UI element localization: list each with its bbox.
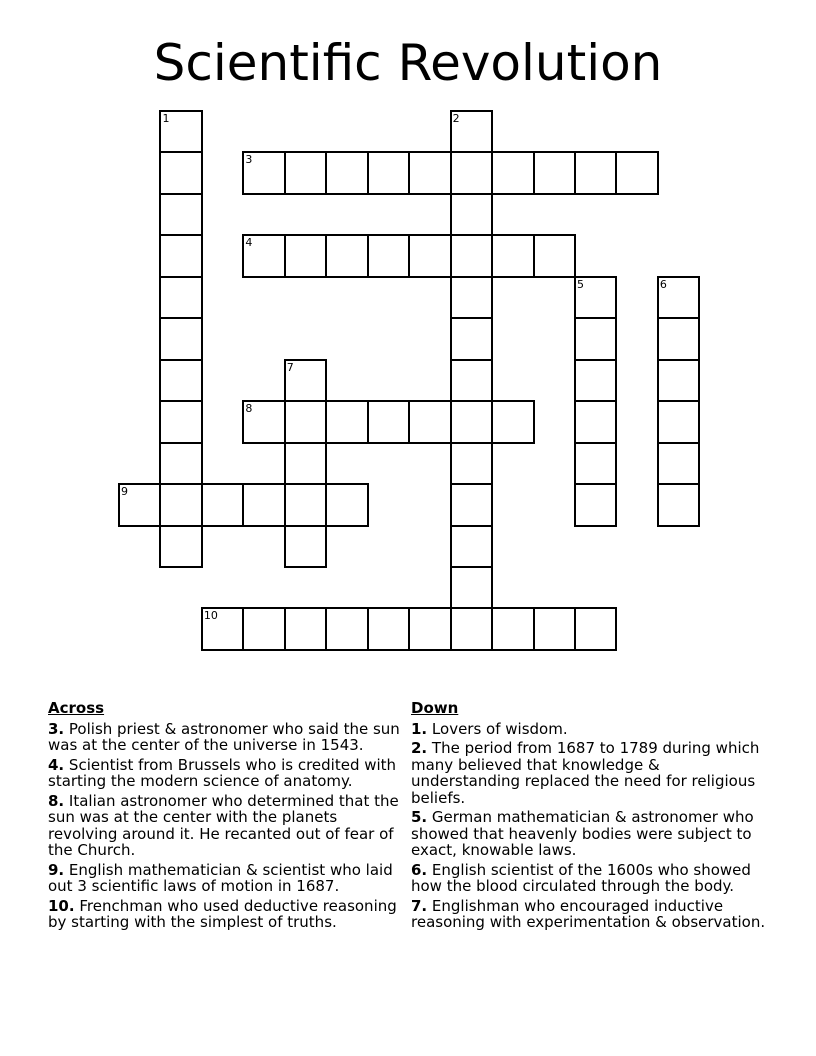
crossword-cell[interactable] [574,317,618,361]
clue-number: 8. [48,791,65,810]
across-clue-10 [48,898,400,931]
clue-number: 2. [411,739,428,757]
across-clue-4 [48,757,400,790]
page-title: Scientific Revolution [153,34,663,92]
crossword-cell[interactable] [408,234,452,278]
crossword-cell[interactable] [159,442,203,486]
crossword-cell[interactable] [450,483,494,527]
across-clue-8 [48,793,400,859]
crossword-cell[interactable] [450,110,494,154]
crossword-cell[interactable] [615,151,659,195]
crossword-cell[interactable] [284,359,328,403]
crossword-cell[interactable] [491,400,535,444]
crossword-cell[interactable] [574,607,618,651]
crossword-cell[interactable] [242,234,286,278]
crossword-cell[interactable] [325,151,369,195]
clue-text: Englishman who encouraged inductive reasoning with experimentation & observation. [411,896,766,931]
crossword-cell[interactable] [242,607,286,651]
clue-number: 1. [411,719,428,738]
across-clues [48,700,400,934]
clue-text: Polish priest & astronomer who said the sun was at the center of the universe in 1543. [48,719,400,754]
crossword-cell[interactable] [201,607,245,651]
cell-number: 8 [245,402,253,416]
cell-number: 4 [245,236,253,250]
crossword-cell[interactable] [159,151,203,195]
crossword-cell[interactable] [574,151,618,195]
across-clue-9 [48,862,400,895]
crossword-cell[interactable] [325,400,369,444]
crossword-cell[interactable] [159,193,203,237]
down-heading: Down [411,699,459,717]
crossword-cell[interactable] [242,483,286,527]
crossword-cell[interactable] [367,400,411,444]
clue-number: 3. [48,719,65,738]
clue-number: 4. [48,755,65,774]
crossword-cell[interactable] [657,400,701,444]
cell-number: 5 [576,277,584,291]
down-clues [411,700,769,934]
crossword-cell[interactable] [491,607,535,651]
crossword-cell[interactable] [367,234,411,278]
clue-text: Scientist from Brussels who is credited with starting the modern science of anatomy. [48,755,397,790]
crossword-cell[interactable] [450,276,494,320]
crossword-cell[interactable] [159,317,203,361]
crossword-cell[interactable] [574,483,618,527]
down-clue-6 [411,862,769,895]
crossword-cell[interactable] [574,359,618,403]
crossword-cell[interactable] [159,483,203,527]
cell-number: 2 [452,112,460,125]
crossword-cell[interactable] [657,276,701,320]
clue-number: 10. [48,896,75,915]
clue-text: Italian astronomer who determined that the sun was at the center with the planets revolving around it. He recanted out of fear of the Church. [48,791,399,859]
crossword-cell[interactable] [242,400,286,444]
clue-text: Frenchman who used deductive reasoning by starting with the simplest of truths. [48,896,397,931]
crossword-cell[interactable] [574,276,618,320]
crossword-cell[interactable] [533,607,577,651]
crossword-cell[interactable] [325,234,369,278]
crossword-cell[interactable] [450,234,494,278]
crossword-cell[interactable] [201,483,245,527]
clue-number: 9. [48,860,65,879]
crossword-cell[interactable] [450,442,494,486]
crossword-cell[interactable] [159,234,203,278]
crossword-cell[interactable] [242,151,286,195]
clue-text: Lovers of wisdom. [431,719,568,738]
crossword-cell[interactable] [450,525,494,569]
clue-text: The period from 1687 to 1789 during which many believed that knowledge & understanding replaced the need for religious beliefs. [411,739,760,807]
crossword-cell[interactable] [533,151,577,195]
crossword-cell[interactable] [325,483,369,527]
cell-number: 10 [203,609,218,623]
across-heading: Across [48,699,105,717]
down-clue-5 [411,809,769,859]
crossword-cell[interactable] [159,400,203,444]
cell-number: 1 [162,112,170,125]
clue-text: English mathematician & scientist who laid out 3 scientific laws of motion in 1687. [48,860,393,895]
clue-number: 6. [411,860,428,879]
crossword-cell[interactable] [657,483,701,527]
crossword-cell[interactable] [491,234,535,278]
cell-number: 6 [659,277,667,291]
across-clue-3 [48,721,400,754]
crossword-cell[interactable] [657,317,701,361]
crossword-cell[interactable] [533,234,577,278]
crossword-cell[interactable] [284,525,328,569]
crossword-cell[interactable] [450,317,494,361]
crossword-cell[interactable] [450,151,494,195]
cell-number: 9 [121,485,128,499]
crossword-cell[interactable] [408,151,452,195]
crossword-cell[interactable] [159,276,203,320]
crossword-cell[interactable] [284,483,328,527]
down-clue-7 [411,898,769,931]
clue-number: 7. [411,896,428,915]
clue-number: 5. [411,808,428,826]
clue-text: German mathematician & astronomer who showed that heavenly bodies were subject to exact, knowable laws. [411,808,754,859]
crossword-cell[interactable] [450,193,494,237]
crossword-cell[interactable] [284,607,328,651]
crossword-cell[interactable] [574,400,618,444]
cell-number: 3 [245,153,253,167]
crossword-cell[interactable] [159,525,203,569]
crossword-cell[interactable] [367,151,411,195]
crossword-cell[interactable] [450,400,494,444]
crossword-cell[interactable] [657,359,701,403]
crossword-cell[interactable] [159,110,203,154]
crossword-cell[interactable] [284,151,328,195]
down-clue-1 [411,721,769,738]
crossword-cell[interactable] [450,359,494,403]
crossword-cell[interactable] [450,566,494,610]
crossword-cell[interactable] [491,151,535,195]
crossword-cell[interactable] [367,607,411,651]
crossword-cell[interactable] [574,442,618,486]
crossword-cell[interactable] [657,442,701,486]
crossword-cell[interactable] [284,234,328,278]
cell-number: 7 [286,360,294,374]
down-clue-2 [411,740,769,806]
crossword-cell[interactable] [284,442,328,486]
crossword-cell[interactable] [284,400,328,444]
crossword-cell[interactable] [450,607,494,651]
crossword-cell[interactable] [159,359,203,403]
crossword-cell[interactable] [408,400,452,444]
crossword-cell[interactable] [408,607,452,651]
crossword-cell[interactable] [118,483,162,527]
crossword-cell[interactable] [325,607,369,651]
clue-text: English scientist of the 1600s who showed how the blood circulated through the body. [411,860,751,895]
